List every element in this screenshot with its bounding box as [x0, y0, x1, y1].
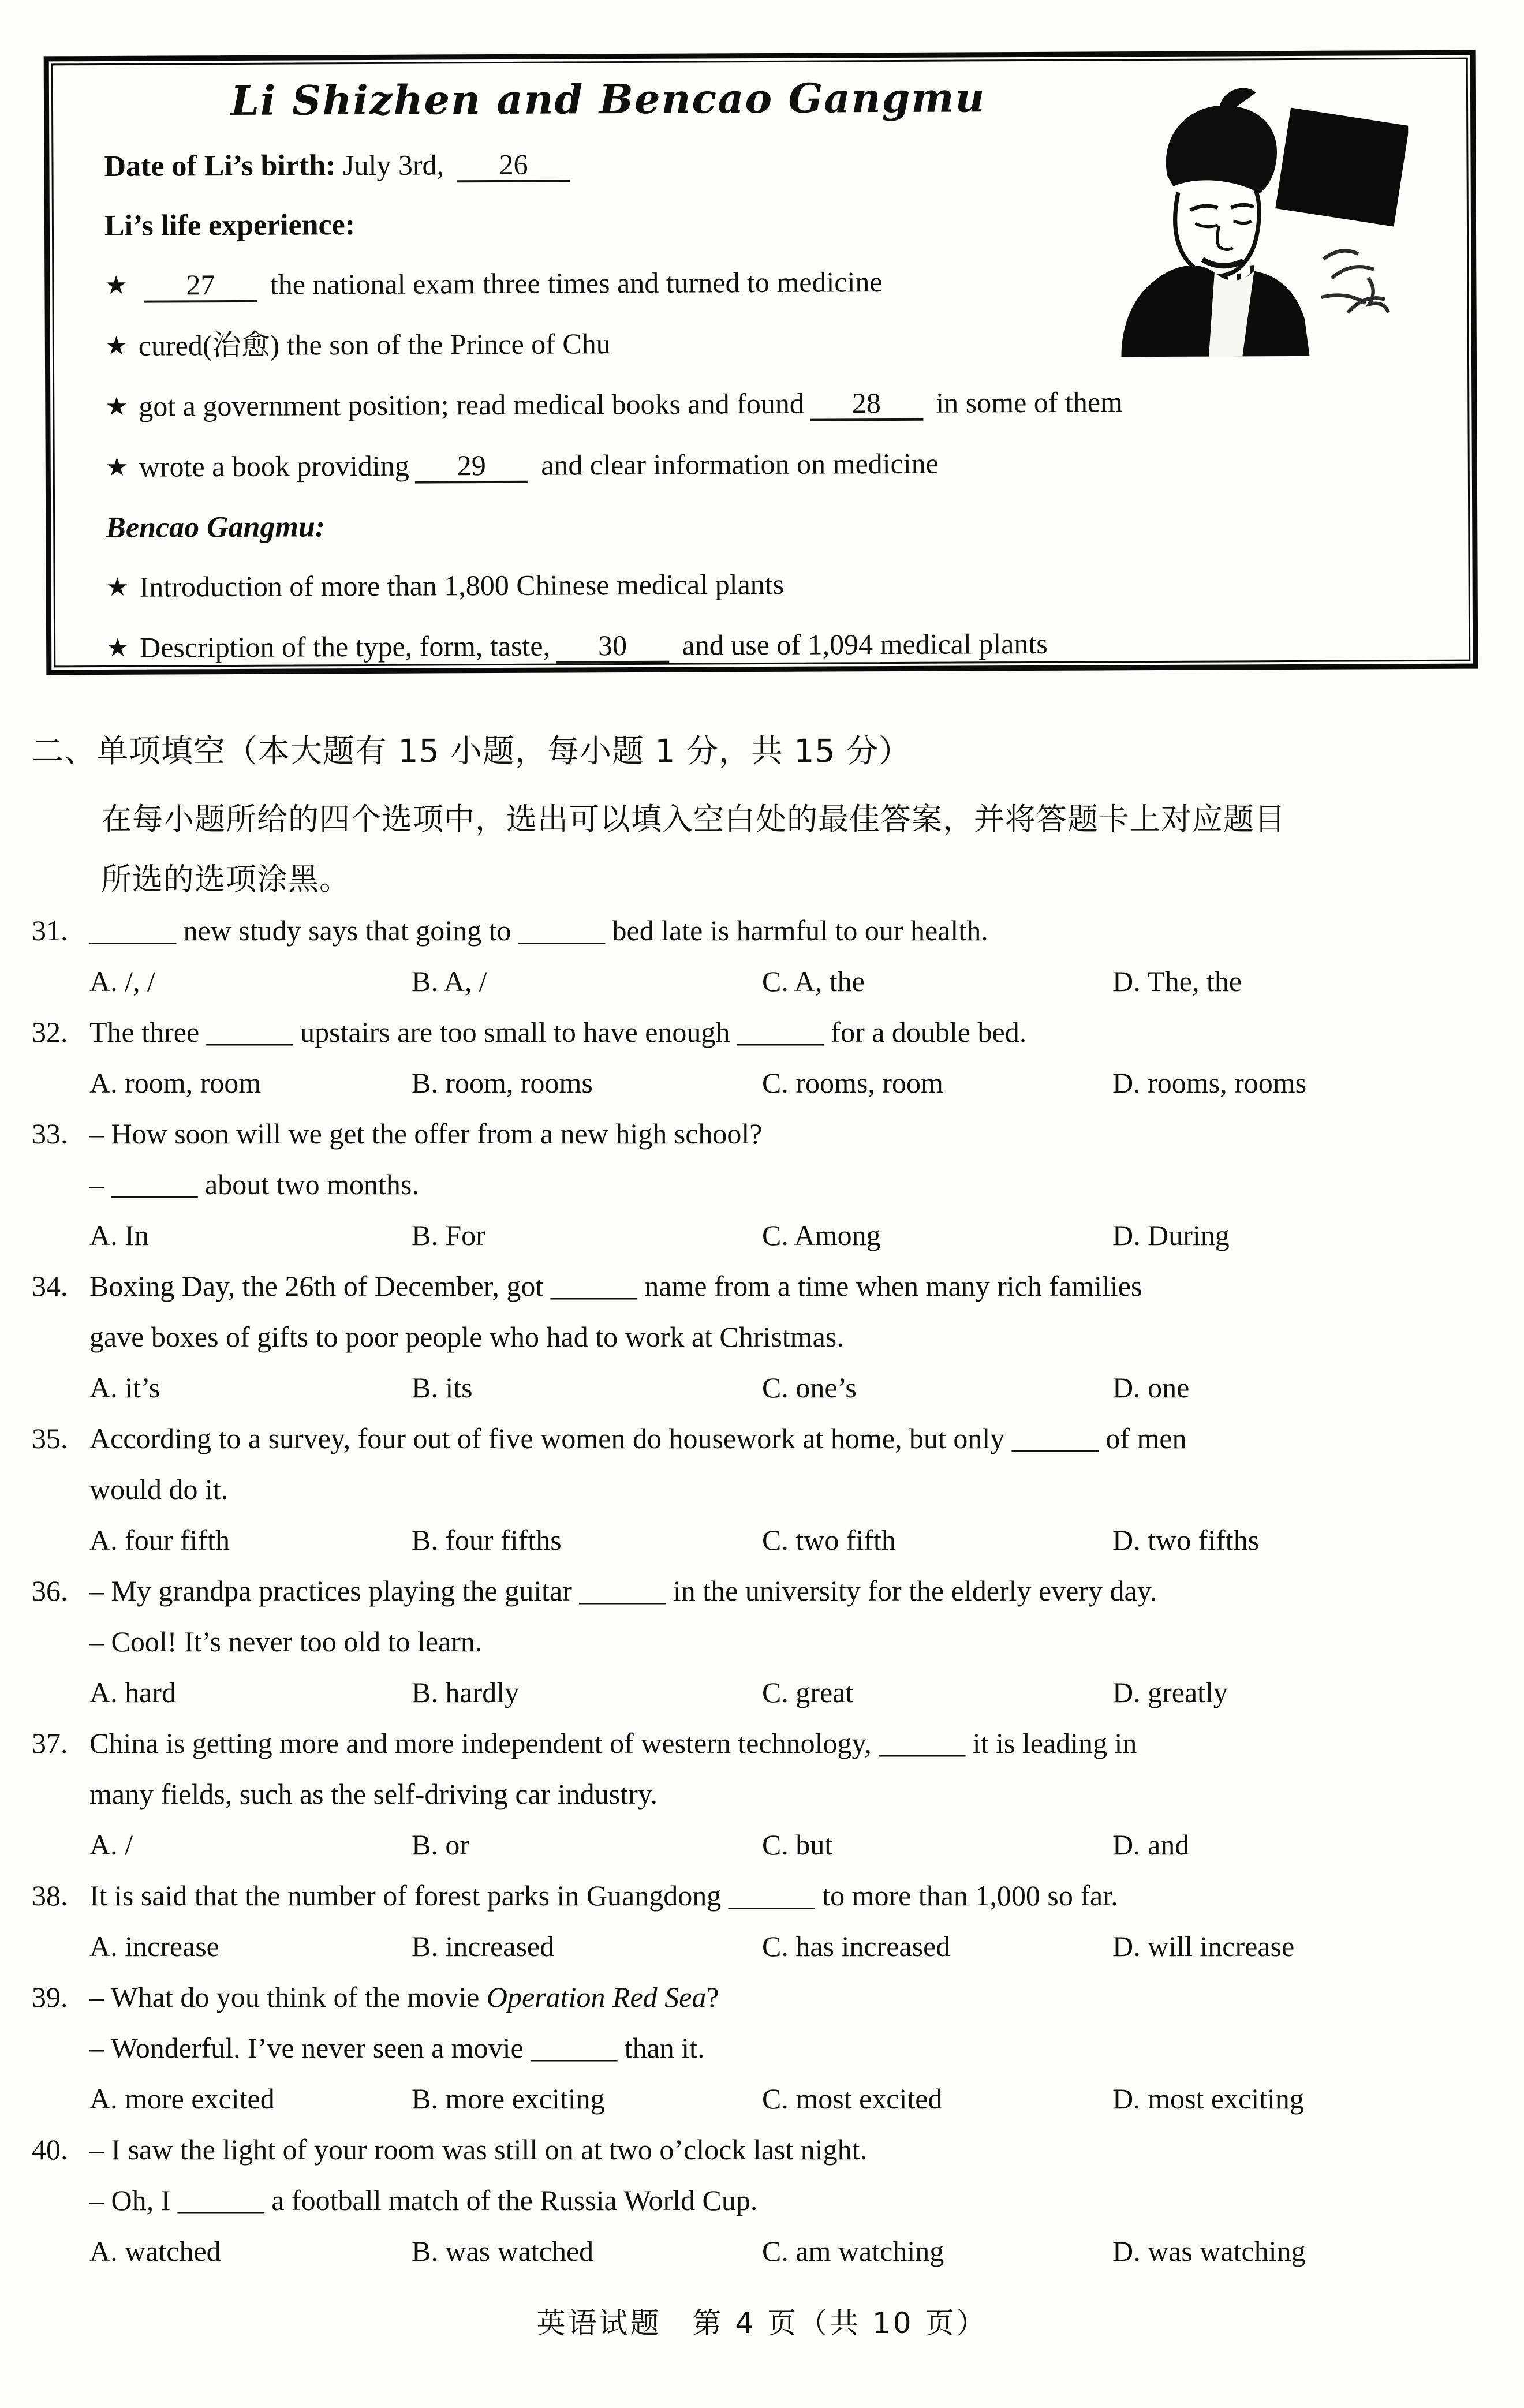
eye-left: [1195, 223, 1217, 227]
life-item-3: ★ got a government position; read medical books and found 28 in some of them: [105, 382, 1437, 425]
infobox-title: Li Shizhen and Bencao Gangmu: [230, 73, 986, 125]
option-d: D. and: [1112, 1829, 1190, 1861]
question-37: [32, 1718, 1510, 1870]
options-row: [89, 2073, 1510, 2124]
bencao-label: Bencao Gangmu:: [106, 510, 326, 544]
birth-text: July 3rd,: [342, 148, 444, 181]
question-36: [32, 1565, 1510, 1718]
option-c: C. most excited: [762, 2082, 943, 2115]
option-a: A. hard: [89, 1676, 176, 1708]
star-icon: ★: [106, 573, 129, 601]
question-number: 33.: [32, 1117, 68, 1150]
option-b: B. hardly: [412, 1676, 520, 1708]
option-a: A. four fifth: [89, 1524, 230, 1556]
question-text: China is getting more and more independent of western technology, ______ it is leading in: [89, 1727, 1137, 1759]
bencao-item-1: ★ Introduction of more than 1,800 Chinese medical plants: [106, 563, 1438, 606]
option-a: A. increase: [89, 1930, 219, 1962]
option-c: C. but: [762, 1829, 833, 1861]
question-number: 38.: [32, 1879, 68, 1912]
option-b: B. four fifths: [412, 1524, 562, 1556]
option-d: D. During: [1112, 1219, 1230, 1251]
option-a: A. watched: [89, 2235, 221, 2267]
question-34: [32, 1261, 1510, 1413]
option-d: D. most exciting: [1112, 2082, 1304, 2115]
option-b: B. or: [412, 1829, 469, 1861]
question-number: 36.: [32, 1575, 68, 1607]
options-row: [89, 1210, 1510, 1261]
question-number: 34.: [32, 1270, 68, 1302]
option-c: C. rooms, room: [762, 1067, 943, 1099]
blank-26: 26: [457, 149, 570, 182]
question-line: [32, 1007, 1510, 1057]
question-line: [32, 1565, 1510, 1616]
question-31: [32, 905, 1510, 1007]
option-d: D. greatly: [1112, 1676, 1228, 1708]
question-line: [32, 1870, 1510, 1921]
question-text: It is said that the number of forest parks in Guangdong ______ to more than 1,000 so far.: [89, 1879, 1118, 1912]
options-row: [89, 1667, 1510, 1718]
life-item-2: ★ cured(治愈) the son of the Prince of Chu: [105, 321, 1437, 365]
option-a: A. /, /: [89, 965, 155, 997]
star-icon: ★: [106, 633, 129, 662]
hat: [1166, 105, 1277, 193]
option-d: D. was watching: [1112, 2235, 1306, 2267]
option-d: D. rooms, rooms: [1112, 1067, 1307, 1099]
question-line: [32, 1261, 1510, 1311]
question-number: 31.: [32, 914, 68, 947]
question-32: [32, 1007, 1510, 1108]
nose-mouth: [1217, 226, 1232, 249]
movie-title-italic: Operation Red Sea: [486, 1981, 707, 2013]
option-a: A. it’s: [89, 1371, 160, 1404]
question-line: [32, 905, 1510, 956]
eye-right: [1234, 221, 1252, 223]
bencao-item-2: ★ Description of the type, form, taste, 30 and use of 1,094 medical plants: [106, 623, 1438, 667]
question-text: The three ______ upstairs are too small to have enough ______ for a double bed.: [89, 1016, 1027, 1048]
brow-left: [1190, 206, 1218, 211]
option-c: C. Among: [762, 1219, 881, 1251]
star-icon: ★: [105, 392, 128, 421]
life-item-4: ★ wrote a book providing 29 and clear information on medicine: [106, 443, 1437, 486]
question-text-line2: would do it.: [89, 1473, 229, 1505]
star-icon: ★: [105, 453, 129, 481]
option-b: B. its: [412, 1371, 473, 1404]
question-text-line2: many fields, such as the self-driving car industry.: [89, 1778, 658, 1810]
question-line: [32, 1718, 1510, 1768]
option-c: C. two fifth: [762, 1524, 896, 1556]
question-40: [32, 2124, 1510, 2276]
life-experience-label: Li’s life experience:: [104, 208, 356, 242]
option-b: B. increased: [412, 1930, 555, 1962]
options-row: [89, 1819, 1510, 1870]
question-text: ______ new study says that going to ______ bed late is harmful to our health.: [89, 914, 988, 947]
question-line: [32, 2124, 1510, 2175]
infobox-inner: [49, 55, 1473, 670]
question-38: [32, 1870, 1510, 1972]
question-line: [32, 1108, 1510, 1159]
question-text: Boxing Day, the 26th of December, got ______ name from a time when many rich families: [89, 1270, 1142, 1302]
question-33: [32, 1108, 1510, 1261]
options-row: [89, 956, 1510, 1007]
option-a: A. more excited: [89, 2082, 275, 2115]
option-c: C. am watching: [762, 2235, 944, 2267]
options-row: [89, 1515, 1510, 1565]
blank-30: 30: [556, 630, 669, 663]
question-line: [32, 1413, 1510, 1464]
options-row: [89, 1362, 1510, 1413]
question-text: – How soon will we get the offer from a new high school?: [89, 1117, 763, 1150]
option-a: A. room, room: [89, 1067, 262, 1099]
question-line: 39. – What do you think of the movie Operation Red Sea?: [32, 1972, 1510, 2022]
option-b: B. more exciting: [412, 2082, 605, 2115]
option-c: C. has increased: [762, 1930, 951, 1962]
section-instruction-line2: 所选的选项涂黑。: [101, 862, 350, 897]
option-b: B. room, rooms: [412, 1067, 593, 1099]
question-39: [32, 1972, 1510, 2124]
question-number: 32.: [32, 1016, 68, 1048]
li-shizhen-infobox: [44, 50, 1478, 675]
option-c: C. great: [762, 1676, 854, 1708]
option-b: B. A, /: [412, 965, 487, 997]
question-number: 35.: [32, 1422, 68, 1454]
li-shizhen-portrait-illustration: [1096, 70, 1409, 360]
option-a: A. In: [89, 1219, 149, 1251]
robe-left: [1121, 266, 1215, 357]
question-number: 39.: [32, 1981, 68, 2013]
blank-28: 28: [810, 388, 923, 421]
page-footer: 英语试题 第 4 页（共 10 页）: [536, 2306, 988, 2340]
options-row: [89, 1057, 1510, 1108]
birth-label: Date of Li’s birth:: [104, 148, 336, 183]
option-c: C. one’s: [762, 1371, 857, 1404]
star-icon: ★: [104, 331, 128, 360]
question-text: – My grandpa practices playing the guitar ______ in the university for the elderly every day.: [89, 1575, 1157, 1607]
option-c: C. A, the: [762, 965, 865, 997]
question-text: – I saw the light of your room was still on at two o’clock last night.: [89, 2133, 868, 2166]
question-text-line2: – Wonderful. I’ve never seen a movie ______ than it.: [89, 2032, 705, 2064]
option-b: B. was watched: [412, 2235, 594, 2267]
option-a: A. /: [89, 1829, 133, 1861]
question-text: – What do you think of the movie: [89, 1981, 487, 2013]
blank-29: 29: [415, 450, 528, 483]
bencao-label-line: [106, 503, 1437, 545]
question-text: According to a survey, four out of five women do housework at home, but only ______ of men: [89, 1422, 1187, 1454]
options-row: [89, 1921, 1510, 1972]
black-plaque: [1275, 107, 1409, 226]
moustache: [1202, 259, 1243, 266]
blank-27: 27: [144, 270, 257, 302]
section-instruction-line1: 在每小题所给的四个选项中，选出可以填入空白处的最佳答案，并将答题卡上对应题目: [101, 802, 1286, 837]
question-text-line2: – Cool! It’s never too old to learn.: [89, 1625, 483, 1658]
brow-right: [1231, 205, 1253, 208]
options-row: [89, 2226, 1510, 2276]
option-d: D. The, the: [1112, 965, 1242, 997]
option-d: D. two fifths: [1112, 1524, 1260, 1556]
option-d: D. one: [1112, 1371, 1190, 1404]
life-item-1: ★ 27 the national exam three times and turned to medicine: [104, 261, 1436, 304]
question-text-line2: – ______ about two months.: [89, 1168, 419, 1201]
section-heading: 二、单项填空（本大题有 15 小题，每小题 1 分，共 15 分）: [32, 732, 911, 769]
question-list: [32, 905, 1510, 2276]
star-icon: ★: [104, 271, 128, 300]
question-35: [32, 1413, 1510, 1565]
question-number: 40.: [32, 2133, 68, 2166]
question-text-line2: gave boxes of gifts to poor people who had to work at Christmas.: [89, 1321, 844, 1353]
question-number: 37.: [32, 1727, 68, 1759]
option-d: D. will increase: [1112, 1930, 1295, 1962]
question-text-line2: – Oh, I ______ a football match of the Russia World Cup.: [89, 2184, 758, 2216]
option-b: B. For: [412, 1219, 485, 1251]
plant-stem: [1368, 278, 1389, 312]
